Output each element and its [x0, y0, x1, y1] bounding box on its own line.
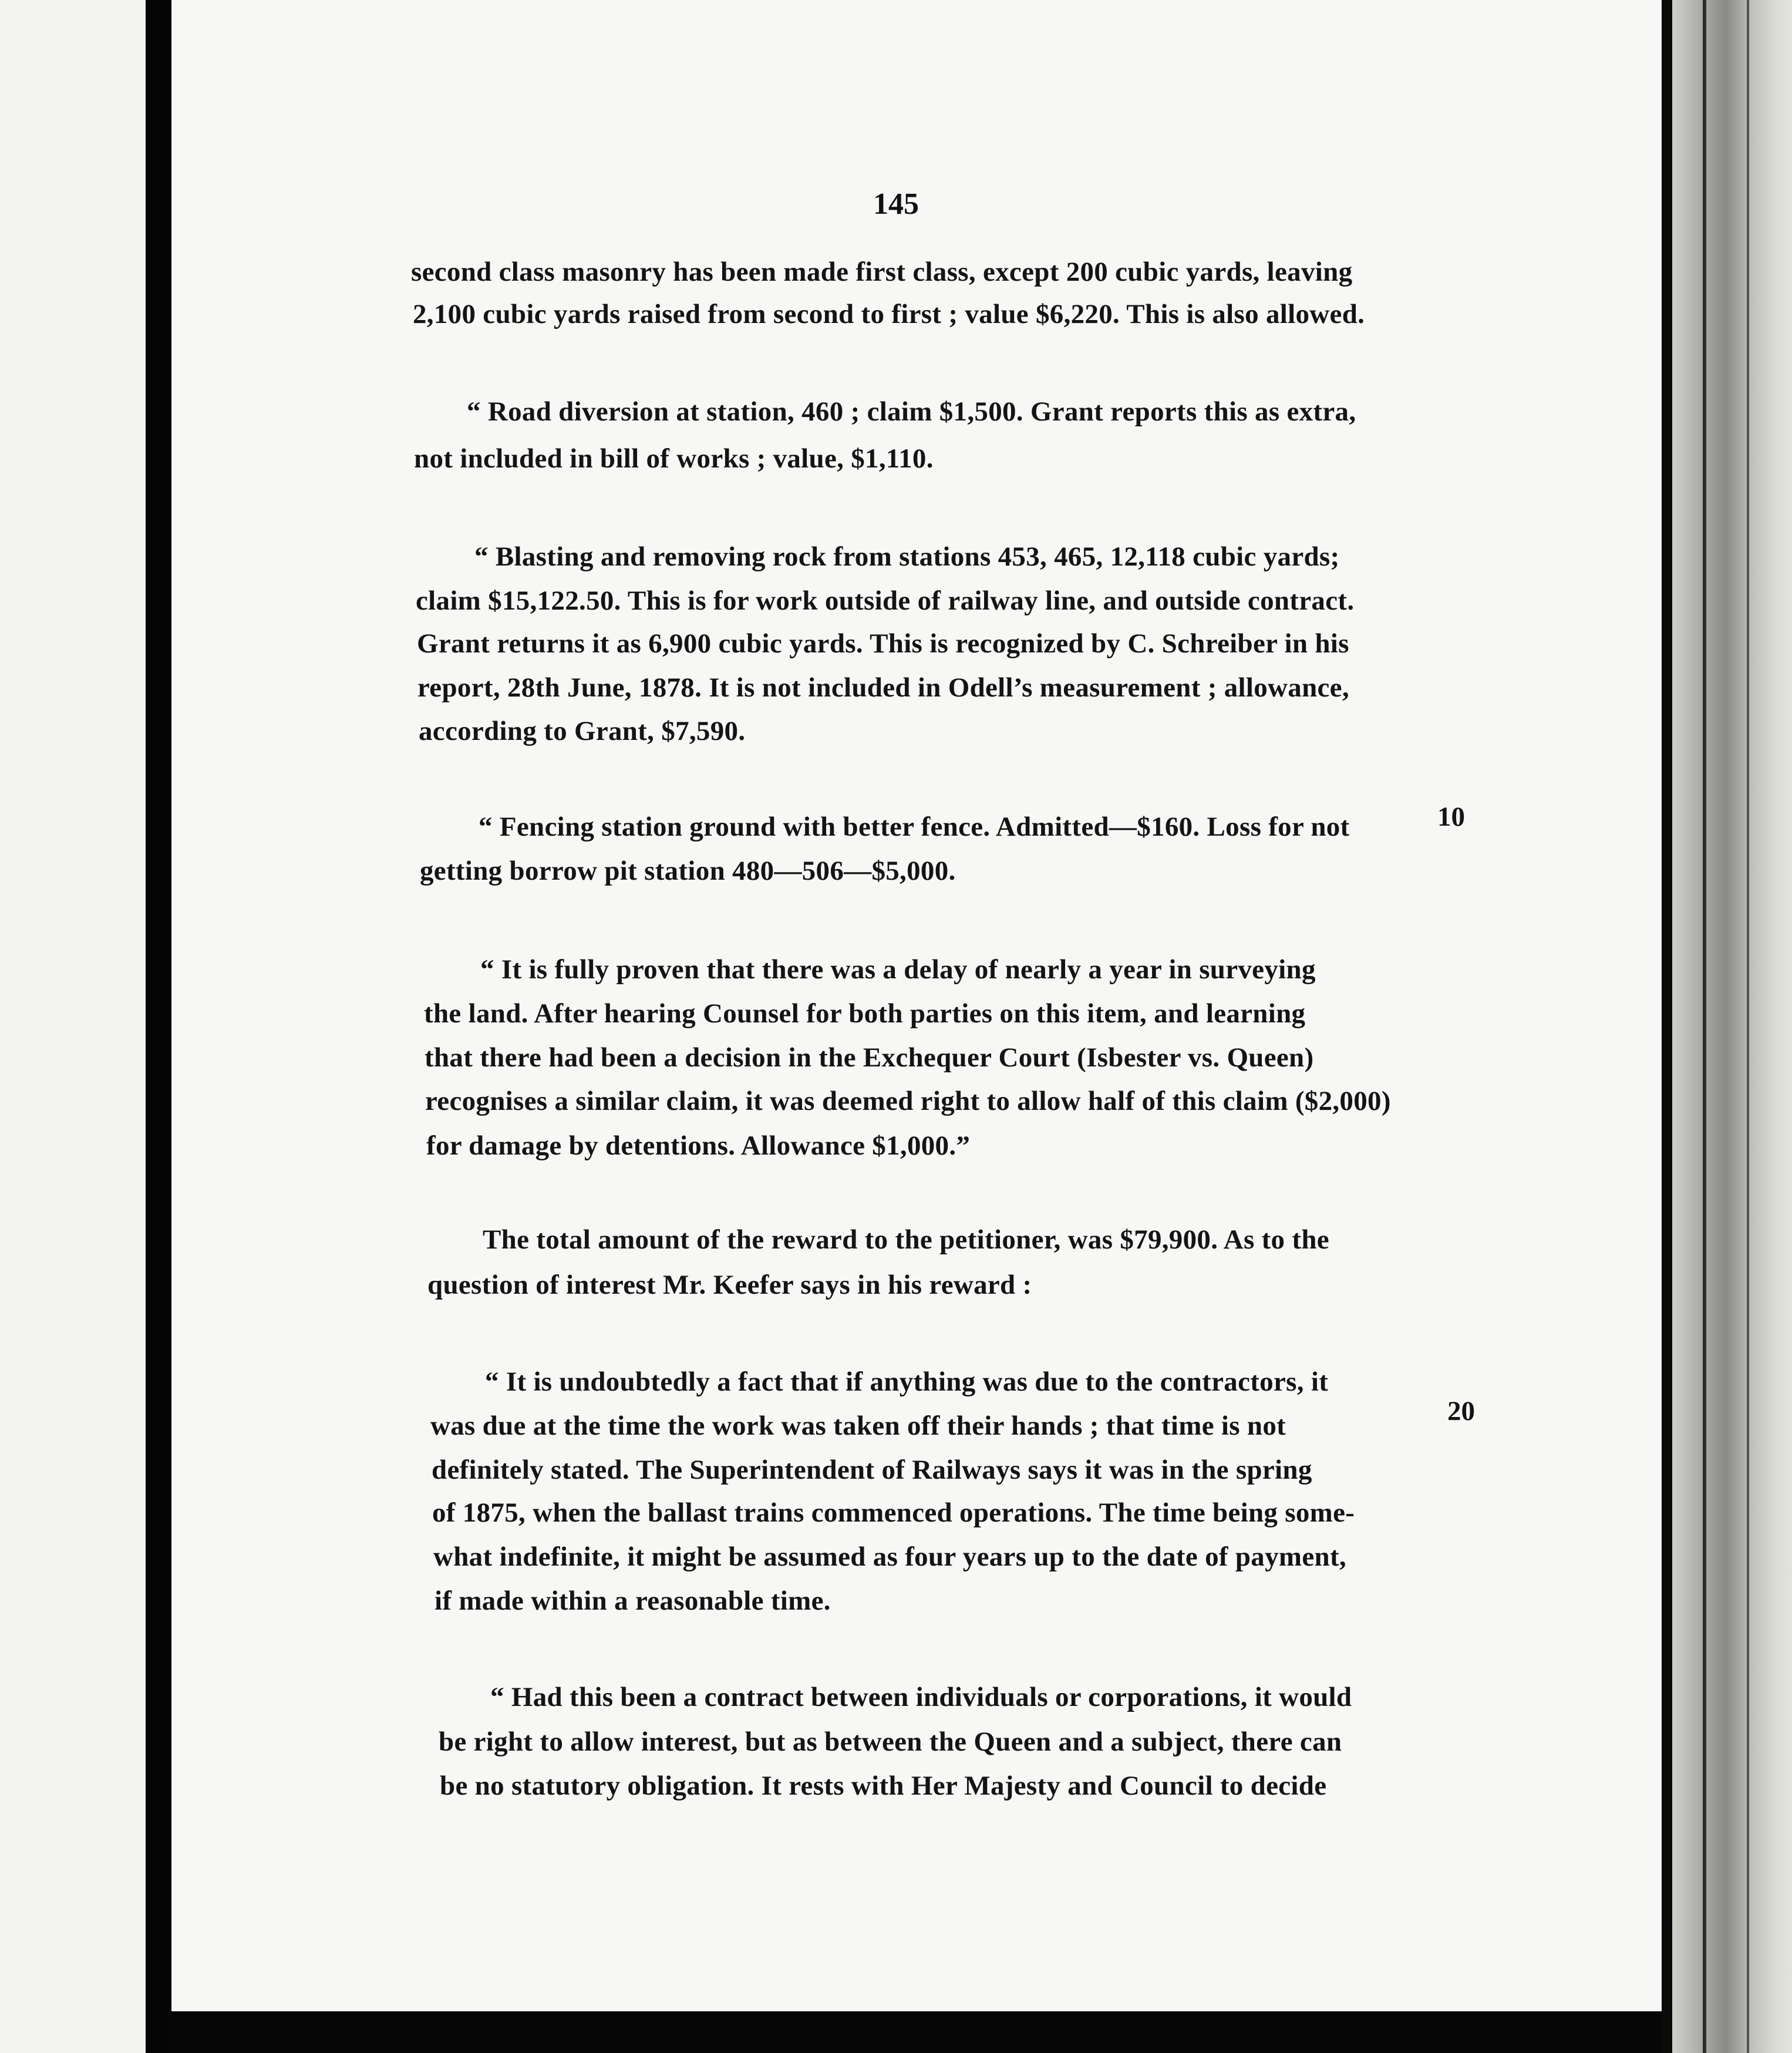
text-line: “ Road diversion at station, 460 ; claim $1,500. Grant reports this as extra, — [467, 396, 1356, 427]
text-line: was due at the time the work was taken off their hands ; that time is not — [430, 1411, 1286, 1441]
text-line: second class masonry has been made first class, except 200 cubic yards, leaving — [411, 257, 1353, 287]
text-line: of 1875, when the ballast trains commenced operations. The time being some- — [432, 1497, 1355, 1528]
text-line: according to Grant, $7,590. — [419, 716, 746, 746]
text-line: the land. After hearing Counsel for both parties on this item, and learning — [424, 998, 1306, 1029]
text-line: report, 28th June, 1878. It is not included in Odell’s measurement ; allowance, — [417, 672, 1349, 703]
text-line: “ Blasting and removing rock from stations 453, 465, 12,118 cubic yards; — [474, 541, 1340, 572]
text-line: “ It is fully proven that there was a delay of nearly a year in surveying — [480, 954, 1316, 985]
text-line: be right to allow interest, but as between the Queen and a subject, there can — [439, 1726, 1342, 1757]
text-line: that there had been a decision in the Exchequer Court (Isbester vs. Queen) — [425, 1042, 1314, 1073]
text-line: 2,100 cubic yards raised from second to first ; value $6,220. This is also allowed. — [413, 299, 1365, 329]
text-line: getting borrow pit station 480—506—$5,000. — [420, 856, 956, 886]
page-edge-line — [1703, 0, 1706, 2053]
text-line: recognises a similar claim, it was deemed right to allow half of this claim ($2,000) — [425, 1086, 1391, 1116]
margin-line-number: 10 — [1437, 802, 1465, 832]
scan-bottom-border — [171, 2011, 1662, 2053]
text-line: if made within a reasonable time. — [434, 1586, 831, 1616]
text-line: “ Fencing station ground with better fence. Admitted—$160. Loss for not — [479, 812, 1350, 842]
text-line: definitely stated. The Superintendent of Railways says it was in the spring — [432, 1455, 1312, 1485]
text-line: not included in bill of works ; value, $1,110. — [414, 443, 934, 474]
text-line: Grant returns it as 6,900 cubic yards. This is recognized by C. Schreiber in his — [417, 628, 1349, 659]
page-number: 145 — [873, 187, 919, 221]
text-line: claim $15,122.50. This is for work outside of railway line, and outside contract. — [416, 585, 1355, 616]
text-line: be no statutory obligation. It rests with Her Majesty and Council to decide — [440, 1771, 1327, 1801]
facing-page-edge — [0, 0, 146, 2053]
text-line: “ It is undoubtedly a fact that if anything was due to the contractors, it — [485, 1367, 1329, 1397]
page-edge-line — [1747, 0, 1749, 2053]
book-gutter — [146, 0, 171, 2053]
text-line: question of interest Mr. Keefer says in his reward : — [427, 1270, 1032, 1300]
text-line: what indefinite, it might be assumed as four years up to the date of payment, — [433, 1542, 1346, 1572]
text-line: “ Had this been a contract between individuals or corporations, it would — [490, 1682, 1352, 1712]
page-stack-edge — [1662, 0, 1792, 2053]
margin-line-number: 20 — [1447, 1396, 1475, 1426]
text-line: The total amount of the reward to the petitioner, was $79,900. As to the — [483, 1224, 1329, 1255]
text-line: for damage by detentions. Allowance $1,000.” — [426, 1130, 971, 1161]
